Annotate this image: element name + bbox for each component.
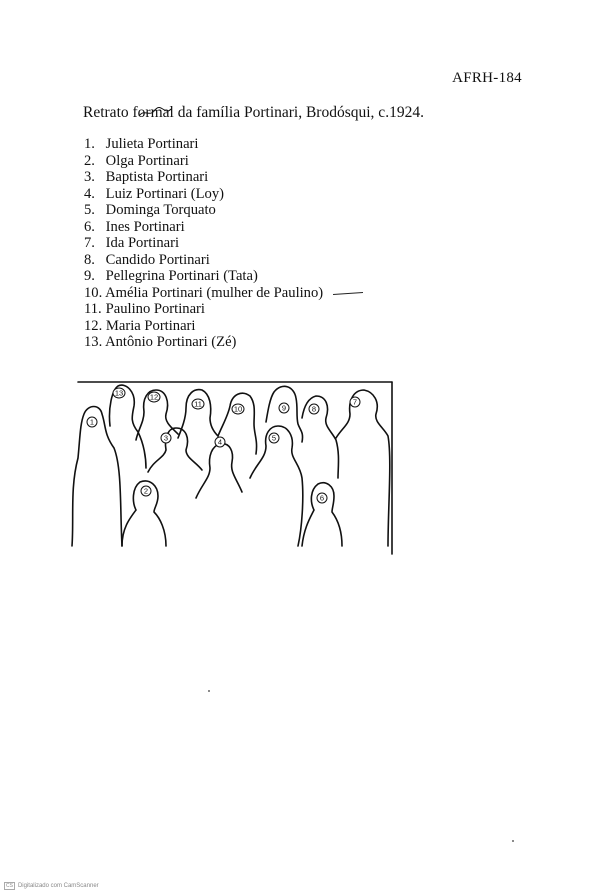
outline-figure-8 (302, 396, 339, 478)
person-number: 1. (84, 136, 95, 152)
figure-label-group (87, 388, 360, 503)
scanner-text: Digitalizado com CamScanner (17, 883, 99, 889)
person-list-item (84, 153, 363, 170)
outline-figure-1 (72, 407, 122, 547)
document-title (83, 104, 424, 122)
figure-label: 6 (319, 493, 325, 503)
person-number: 3. (84, 169, 95, 185)
person-name: Paulino Portinari (105, 301, 205, 317)
person-number: 12. (84, 317, 103, 334)
people-list (84, 136, 363, 351)
sketch-svg (70, 378, 395, 556)
person-name: Baptista Portinari (105, 169, 209, 185)
person-number: 5. (84, 202, 95, 218)
paper-speck (512, 840, 514, 842)
figure-label: 12 (149, 392, 159, 402)
title-struck-word (133, 104, 174, 121)
person-name: Olga Portinari (105, 152, 189, 169)
person-number: 8. (84, 251, 95, 268)
person-number: 6. (84, 218, 95, 235)
figure-label: 10 (233, 404, 243, 414)
person-list-item (84, 285, 363, 302)
figure-label: 7 (352, 397, 358, 407)
person-name: Ines Portinari (105, 218, 185, 235)
person-list-item (84, 252, 363, 269)
figure-label: 8 (311, 404, 317, 414)
person-number: 9. (84, 268, 95, 284)
person-number: 2. (84, 152, 95, 169)
outline-figure-6 (302, 483, 342, 546)
person-name: Amélia Portinari (mulher de Paulino) (105, 284, 324, 301)
person-list-item (84, 318, 363, 335)
person-name: Pellegrina Portinari (Tata) (105, 268, 258, 284)
person-number: 11. (84, 301, 102, 317)
person-name: Maria Portinari (105, 317, 196, 334)
person-list-item (84, 186, 363, 203)
title-end: da família Portinari, Brodósqui, c.1924. (173, 104, 424, 121)
outline-figure-3 (148, 428, 202, 472)
figure-label: 1 (89, 417, 95, 427)
person-list-item (84, 219, 363, 236)
person-list-item (84, 169, 363, 186)
scanner-logo: CS (6, 883, 13, 889)
figure-label: 13 (114, 388, 124, 398)
person-name: Dominga Torquato (105, 202, 216, 218)
title-struck-text: formal (132, 104, 174, 121)
outline-figure-5 (250, 426, 303, 546)
figure-label: 4 (217, 437, 223, 447)
scanner-footer (4, 882, 99, 890)
handwritten-dash (333, 292, 363, 295)
outline-figure-7 (336, 390, 390, 546)
person-number: 13. (84, 334, 103, 350)
person-name: Candido Portinari (105, 251, 210, 268)
figure-label: 2 (143, 486, 149, 496)
person-list-item (84, 235, 363, 252)
person-name: Antônio Portinari (Zé) (105, 334, 237, 350)
person-number: 7. (84, 235, 95, 251)
figure-label: 9 (281, 403, 287, 413)
figure-label: 3 (163, 433, 169, 443)
title-start: Retrato (83, 104, 133, 121)
person-list-item (84, 202, 363, 219)
paper-speck (208, 690, 210, 692)
reference-code: AFRH-184 (452, 70, 522, 86)
person-number: 4. (84, 185, 95, 202)
strikethrough-scribble (137, 106, 173, 120)
person-name: Luiz Portinari (Loy) (105, 185, 224, 202)
person-name: Julieta Portinari (105, 136, 199, 152)
person-list-item (84, 268, 363, 285)
person-name: Ida Portinari (105, 235, 180, 251)
family-portrait-sketch (70, 378, 395, 556)
person-list-item (84, 334, 363, 351)
person-list-item (84, 301, 363, 318)
person-number: 10. (84, 284, 103, 301)
figure-label: 11 (194, 399, 202, 409)
figure-label: 5 (271, 433, 277, 443)
person-list-item (84, 136, 363, 153)
outline-figure-4 (196, 444, 242, 498)
